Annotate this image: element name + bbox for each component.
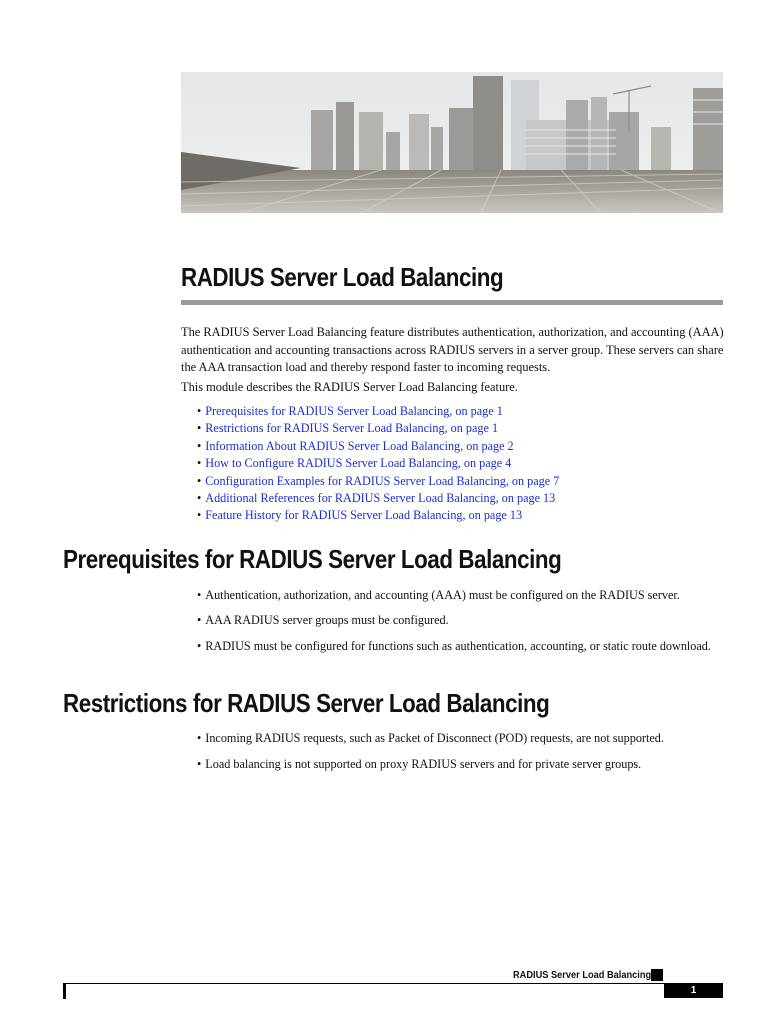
intro-paragraph: The RADIUS Server Load Balancing feature distributes authentication, authorization, and accounting (AAA) authentication and accounting transactions across RADIUS servers in a server group. These servers can share the AAA transaction load and thereby respond faster to incoming requests. — [181, 325, 724, 374]
list-item-text: AAA RADIUS server groups must be configured. — [205, 613, 449, 627]
toc-list — [197, 403, 559, 525]
bullet: • — [197, 473, 202, 488]
toc-link-how-to-configure[interactable]: How to Configure RADIUS Server Load Balancing, on page 4 — [205, 456, 512, 471]
list-item — [197, 613, 449, 628]
bullet: • — [197, 404, 202, 418]
footer-marker — [651, 969, 663, 981]
list-item — [197, 731, 664, 746]
section-title-restrictions: Restrictions for RADIUS Server Load Balancing — [63, 688, 550, 718]
toc-item — [197, 455, 559, 472]
toc-item — [197, 420, 559, 437]
bullet: • — [197, 639, 202, 653]
section-title-prerequisites: Prerequisites for RADIUS Server Load Balancing — [63, 544, 562, 574]
page-number: 1 — [664, 983, 723, 998]
toc-link-information[interactable]: Information About RADIUS Server Load Balancing, on page 2 — [205, 438, 514, 453]
title-rule — [181, 300, 723, 305]
bullet: • — [197, 613, 202, 627]
bullet: • — [197, 508, 202, 523]
toc-link-additional-references[interactable]: Additional References for RADIUS Server Load Balancing, on page 13 — [205, 491, 556, 506]
list-item-text: Load balancing is not supported on proxy RADIUS servers and for private server groups. — [205, 757, 642, 771]
footer-rule — [63, 983, 723, 984]
toc-item — [197, 490, 559, 507]
bullet: • — [197, 588, 202, 602]
bullet: • — [197, 421, 202, 436]
footer-left-tick — [63, 983, 66, 999]
toc-item — [197, 438, 559, 455]
header-skyline-image — [181, 72, 723, 213]
bullet: • — [197, 731, 202, 745]
list-item-text: Authentication, authorization, and accounting (AAA) must be configured on the RADIUS server. — [205, 588, 680, 602]
list-item — [197, 757, 641, 772]
bullet: • — [197, 456, 202, 471]
list-item — [197, 639, 711, 654]
list-item — [197, 588, 680, 603]
bullet: • — [197, 757, 202, 771]
list-item-text: Incoming RADIUS requests, such as Packet of Disconnect (POD) requests, are not supported. — [205, 731, 664, 745]
toc-item — [197, 403, 559, 420]
toc-link-feature-history[interactable]: Feature History for RADIUS Server Load Balancing, on page 13 — [205, 508, 523, 523]
toc-link-restrictions[interactable]: Restrictions for RADIUS Server Load Balancing, on page 1 — [205, 421, 499, 436]
toc-link-prerequisites[interactable]: Prerequisites for RADIUS Server Load Balancing, on page 1 — [205, 404, 503, 418]
chapter-title: RADIUS Server Load Balancing — [181, 262, 504, 292]
list-item-text: RADIUS must be configured for functions such as authentication, accounting, or static route download. — [205, 639, 711, 653]
bullet: • — [197, 438, 202, 453]
toc-item — [197, 507, 559, 524]
bullet: • — [197, 491, 202, 506]
footer-running-title: RADIUS Server Load Balancing — [513, 969, 652, 981]
module-description: This module describes the RADIUS Server Load Balancing feature. — [181, 380, 518, 394]
toc-item — [197, 473, 559, 490]
toc-link-configuration-examples[interactable]: Configuration Examples for RADIUS Server Load Balancing, on page 7 — [205, 473, 560, 488]
